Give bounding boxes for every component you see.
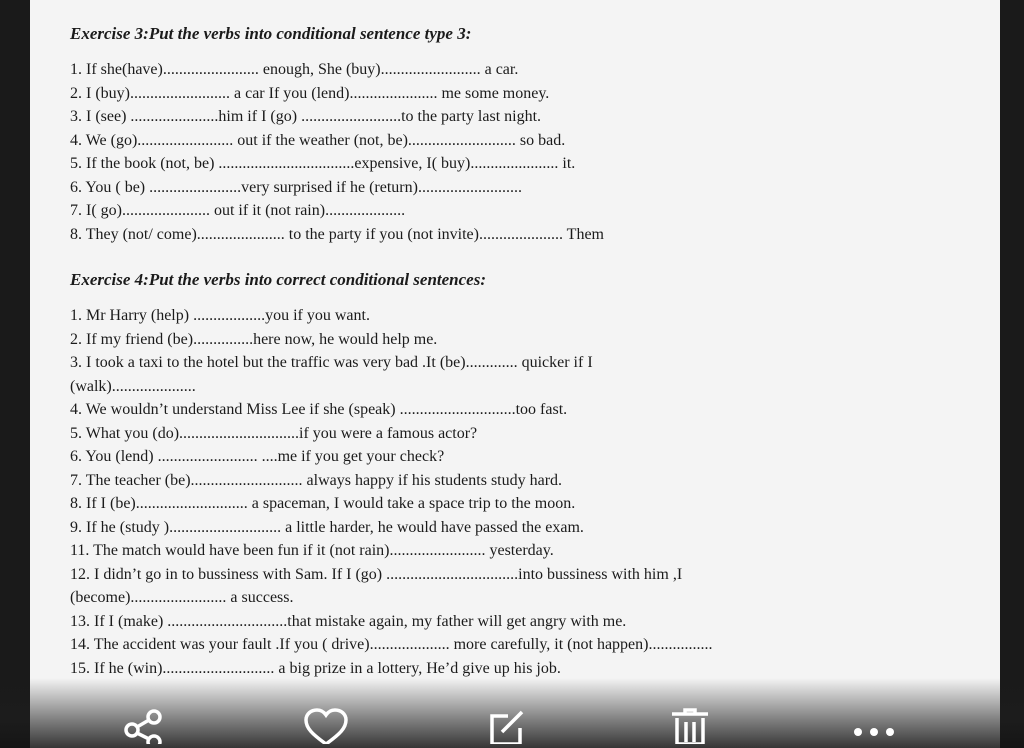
- exercise4-line: 1. Mr Harry (help) ..................you if you want.: [70, 307, 370, 324]
- exercise4-line: 14. The accident was your fault .If you ( drive).................... more carefully, it (not happen)................: [70, 636, 713, 653]
- exercise4-line: 7. The teacher (be)............................ always happy if his students study hard.: [70, 471, 563, 489]
- exercise4-line: 13. If I (make) ..............................that mistake again, my father will get angry with me.: [70, 612, 627, 630]
- exercise3-line: 3. I (see) ......................him if I (go) .........................to the party last night.: [70, 108, 542, 125]
- document-content: [70, 22, 970, 680]
- exercise3-line: 5. If the book (not, be) ..................................expensive, I( buy)...................... it.: [70, 155, 576, 172]
- bottom-toolbar: [0, 678, 1024, 748]
- exercise4-line: 9. If he (study )............................ a little harder, he would have passed the exam.: [70, 518, 584, 536]
- exercise4-line: (walk).....................: [70, 377, 196, 395]
- heart-icon: [302, 708, 350, 744]
- exercise3-title: Exercise 3:Put the verbs into conditional sentence type 3:: [70, 24, 472, 43]
- exercise4-line: 6. You (lend) ......................... ....me if you get your check?: [70, 448, 445, 465]
- exercise4-line: 11. The match would have been fun if it (not rain)........................ yesterday.: [70, 542, 554, 559]
- exercise3-list: [70, 58, 970, 246]
- share-icon: [122, 708, 166, 744]
- edit-button[interactable]: [484, 708, 532, 748]
- document-page: [30, 0, 1000, 748]
- exercise4-line: 8. If I (be)............................ a spaceman, I would take a space trip to the moon.: [70, 495, 576, 512]
- exercise4-line: 3. I took a taxi to the hotel but the traffic was very bad .It (be)............. quicker if I: [70, 354, 593, 371]
- exercise3-line: 1. If she(have)........................ enough, She (buy)......................... a car.: [70, 61, 519, 78]
- exercise3-line: 2. I (buy)......................... a car If you (lend)...................... me some money.: [70, 84, 550, 102]
- exercise3-line: 6. You ( be) .......................very surprised if he (return)..........................: [70, 178, 522, 196]
- more-icon: [850, 708, 898, 744]
- trash-icon: [668, 708, 712, 744]
- exercise4-line: 12. I didn’t go in to bussiness with Sam. If I (go) .................................into bussiness with him ,I: [70, 565, 683, 583]
- exercise4-line: (become)........................ a success.: [70, 589, 294, 606]
- share-button[interactable]: [120, 708, 168, 748]
- exercise3-line: 8. They (not/ come)...................... to the party if you (not invite)..................... Them: [70, 225, 604, 243]
- exercise3-line: 4. We (go)........................ out if the weather (not, be)........................... so bad.: [70, 131, 566, 149]
- exercise4-title: Exercise 4:Put the verbs into correct conditional sentences:: [70, 270, 486, 289]
- exercise4-line: 15. If he (win)............................ a big prize in a lottery, He’d give up his job.: [70, 659, 561, 677]
- favorite-button[interactable]: [302, 708, 350, 748]
- exercise4-line: 5. What you (do)..............................if you were a famous actor?: [70, 424, 478, 442]
- edit-icon: [486, 708, 530, 744]
- delete-button[interactable]: [666, 708, 714, 748]
- exercise4-list: [70, 304, 970, 680]
- exercise4-line: 4. We wouldn’t understand Miss Lee if she (speak) .............................too fast.: [70, 401, 568, 418]
- exercise4-line: 2. If my friend (be)...............here now, he would help me.: [70, 330, 438, 348]
- exercise3-line: 7. I( go)...................... out if it (not rain)....................: [70, 202, 406, 219]
- more-button[interactable]: [850, 708, 898, 748]
